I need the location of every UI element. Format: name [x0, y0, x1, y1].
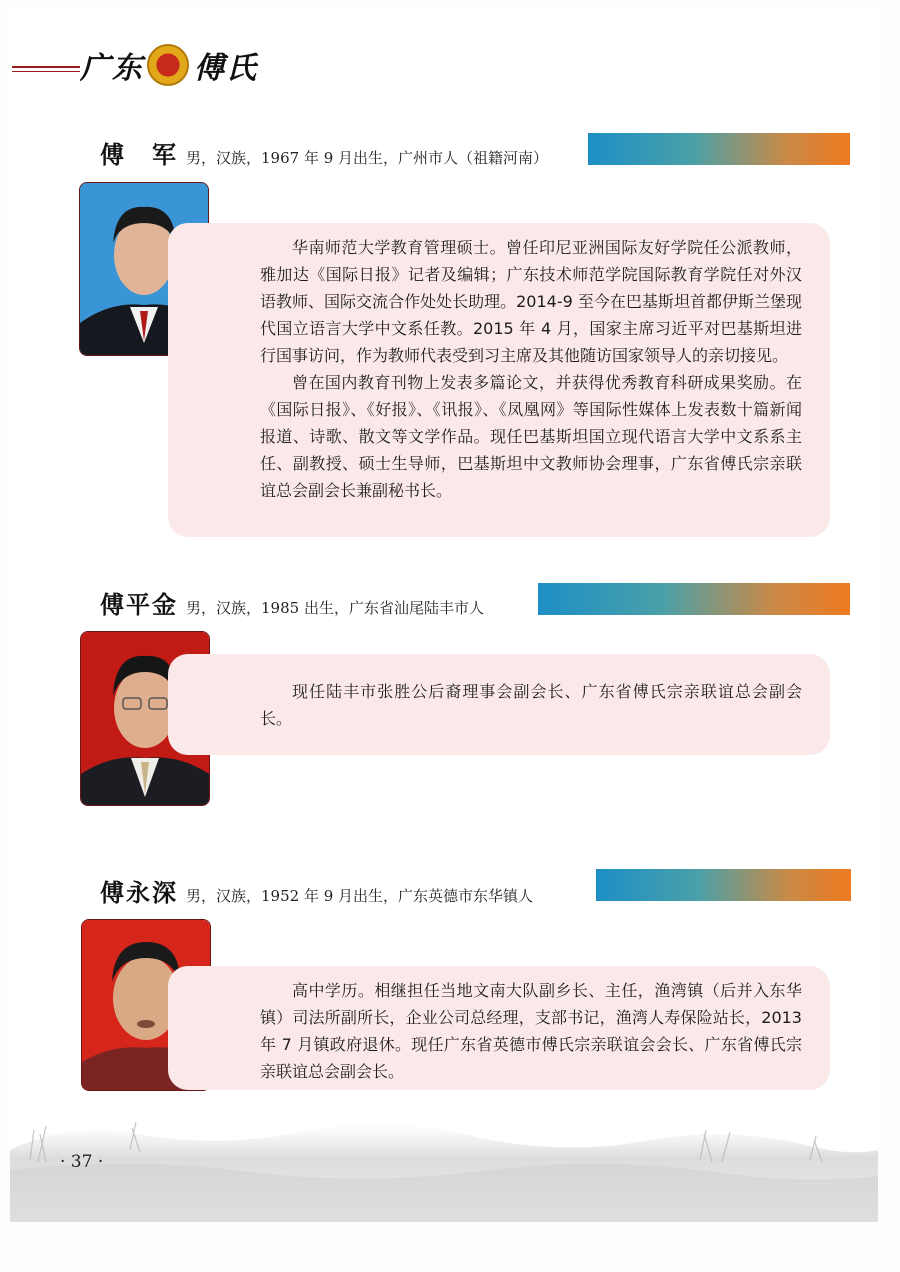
header-char-4: 氏: [226, 51, 256, 86]
header-char-1: 广: [80, 51, 110, 86]
header-char-2: 东: [112, 51, 142, 86]
person-3-color-bar: [596, 869, 851, 901]
person-1-name: 傅 军: [100, 140, 178, 169]
clan-seal-icon: [147, 44, 189, 86]
person-3-bio: [168, 966, 830, 1090]
header-rule: [12, 66, 80, 68]
header-rule-thin: [12, 71, 80, 72]
person-3-bio-para-1: 高中学历。相继担任当地文南大队副乡长、主任，渔湾镇（后并入东华镇）司法所副所长，企业公司总经理，支部书记，渔湾人寿保险站长，2013 年 7 月镇政府退休。现任广东省英德市傅氏宗亲联谊会会长、广东省傅氏宗亲联谊总会副会长。: [260, 981, 802, 1081]
person-2-name: 傅平金: [100, 590, 178, 619]
person-1-bio-para-2: 曾在国内教育刊物上发表多篇论文，并获得优秀教育科研成果奖励。在《国际日报》、《好报》、《讯报》、《凤凰网》等国际性媒体上发表数十篇新闻报道、诗歌、散文等文学作品。现任巴基斯坦国立现代语言大学中文系系主任、副教授、硕士生导师，巴基斯坦中文教师协会理事，广东省傅氏宗亲联谊总会副会长兼副秘书长。: [260, 373, 802, 500]
person-1-bio: [168, 223, 830, 537]
person-2-info: 男，汉族，1985 出生，广东省汕尾陆丰市人: [186, 599, 484, 617]
header-char-3: 傅: [194, 51, 224, 86]
person-2-bio-para-1: 现任陆丰市张胜公后裔理事会副会长、广东省傅氏宗亲联谊总会副会长。: [260, 682, 802, 728]
person-2-color-bar: [538, 583, 850, 615]
person-3-heading: [100, 873, 533, 913]
person-3-name: 傅永深: [100, 878, 178, 907]
ink-grass-footer-decoration: [10, 1100, 878, 1222]
person-2-heading: [100, 585, 484, 625]
person-3-info: 男，汉族，1952 年 9 月出生，广东英德市东华镇人: [186, 887, 534, 905]
person-2-bio: [168, 654, 830, 755]
person-1-color-bar: [588, 133, 850, 165]
person-1-heading: [100, 135, 548, 175]
header-title: [80, 40, 256, 90]
page-number: · 37 ·: [60, 1152, 104, 1172]
person-1-info: 男，汉族，1967 年 9 月出生，广州市人（祖籍河南）: [186, 149, 549, 167]
person-1-bio-para-1: 华南师范大学教育管理硕士。曾任印尼亚洲国际友好学院任公派教师，雅加达《国际日报》记者及编辑；广东技术师范学院国际教育学院任对外汉语教师、国际交流合作处处长助理。2014-9 至今在巴基斯坦首都伊斯兰堡现代国立语言大学中文系任教。2015 年 4 月，国家主席习近平对巴基斯坦进行国事访问，作为教师代表受到习主席及其他随访国家领导人的亲切接见。: [260, 238, 802, 365]
